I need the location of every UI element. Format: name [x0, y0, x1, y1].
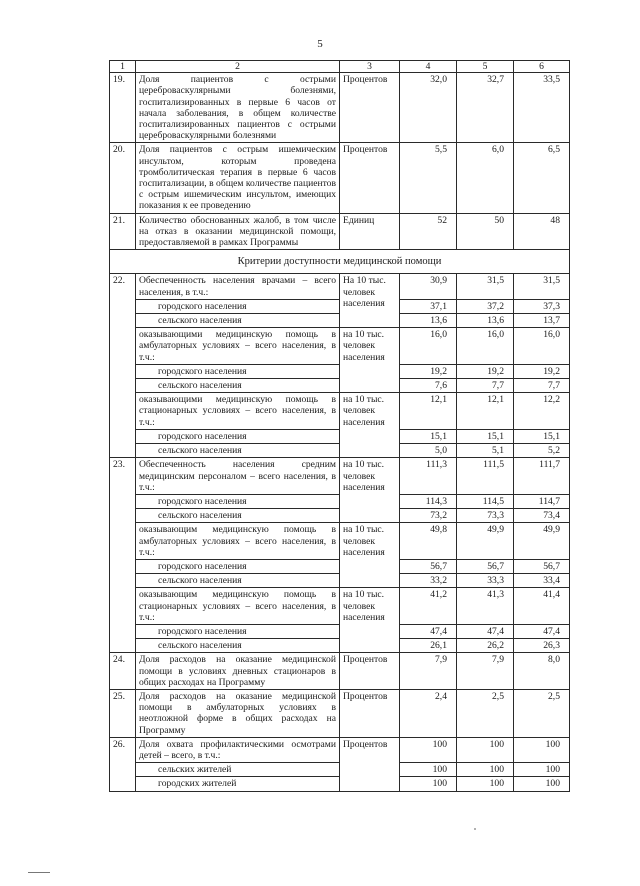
- value-cell: 73,3: [457, 509, 514, 523]
- indicator-name: оказывающим медицинскую помощь в стационарных условиях – всего населения, в т.ч.:: [136, 588, 340, 625]
- value-cell: 47,4: [457, 624, 514, 638]
- value-cell: 7,9: [457, 653, 514, 690]
- column-number: 2: [136, 61, 340, 73]
- indicator-name: оказывающими медицинскую помощь в амбулаторных условиях – всего населения, в т.ч.:: [136, 328, 340, 365]
- value-cell: 73,2: [400, 509, 457, 523]
- page-number: 5: [317, 38, 323, 50]
- row-number: 20.: [110, 143, 136, 213]
- column-number: 1: [110, 61, 136, 73]
- section-header-row: [110, 250, 570, 274]
- section-title: Критерии доступности медицинской помощи: [110, 250, 570, 274]
- value-cell: 12,2: [514, 393, 570, 430]
- value-cell: 111,3: [400, 458, 457, 495]
- value-cell: 56,7: [400, 559, 457, 573]
- value-cell: 5,0: [400, 444, 457, 458]
- indicator-subname: городского населения: [136, 494, 340, 508]
- indicator-name: Количество обоснованных жалоб, в том числе на отказ в оказании медицинской помощи, предоставляемой в рамках Программы: [136, 213, 340, 250]
- value-cell: 16,0: [400, 328, 457, 365]
- value-cell: 5,2: [514, 444, 570, 458]
- indicator-name: Доля пациентов с острыми цереброваскулярными болезнями, госпитализированных в первые 6 часов от начала заболевания, в общем количестве госпитализированных пациентов с острыми цереброваскулярными болезнями: [136, 73, 340, 143]
- table-row: [110, 73, 570, 143]
- value-cell: 47,4: [400, 624, 457, 638]
- table-row: [110, 143, 570, 213]
- value-cell: 33,2: [400, 574, 457, 588]
- value-cell: 52: [400, 213, 457, 250]
- value-cell: 33,3: [457, 574, 514, 588]
- column-number: 3: [340, 61, 400, 73]
- indicator-subname: городских жителей: [136, 777, 340, 791]
- column-number: 5: [457, 61, 514, 73]
- value-cell: 12,1: [400, 393, 457, 430]
- value-cell: 56,7: [457, 559, 514, 573]
- value-cell: 41,3: [457, 588, 514, 625]
- value-cell: 33,4: [514, 574, 570, 588]
- value-cell: 7,9: [400, 653, 457, 690]
- value-cell: 100: [457, 763, 514, 777]
- value-cell: 15,1: [457, 429, 514, 443]
- value-cell: 31,5: [514, 274, 570, 299]
- indicator-name: оказывающим медицинскую помощь в амбулаторных условиях – всего населения, в т.ч.:: [136, 523, 340, 560]
- value-cell: 100: [400, 763, 457, 777]
- indicator-name: оказывающими медицинскую помощь в стационарных условиях – всего населения, в т.ч.:: [136, 393, 340, 430]
- value-cell: 37,3: [514, 299, 570, 313]
- value-cell: 41,2: [400, 588, 457, 625]
- indicator-subname: городского населения: [136, 364, 340, 378]
- value-cell: 2,5: [457, 689, 514, 737]
- value-cell: 6,5: [514, 143, 570, 213]
- value-cell: 50: [457, 213, 514, 250]
- value-cell: 30,9: [400, 274, 457, 299]
- value-cell: 31,5: [457, 274, 514, 299]
- row-number: 25.: [110, 689, 136, 737]
- value-cell: 6,0: [457, 143, 514, 213]
- indicator-subname: городского населения: [136, 299, 340, 313]
- unit: На 10 тыс. человек населения: [340, 274, 400, 328]
- indicator-subname: городского населения: [136, 559, 340, 573]
- value-cell: 7,6: [400, 379, 457, 393]
- table-row: [110, 523, 570, 560]
- value-cell: 49,8: [400, 523, 457, 560]
- column-number: 4: [400, 61, 457, 73]
- value-cell: 49,9: [514, 523, 570, 560]
- indicator-subname: сельского населения: [136, 314, 340, 328]
- value-cell: 16,0: [514, 328, 570, 365]
- value-cell: 16,0: [457, 328, 514, 365]
- value-cell: 12,1: [457, 393, 514, 430]
- value-cell: 15,1: [514, 429, 570, 443]
- value-cell: 26,2: [457, 639, 514, 653]
- indicator-subname: сельского населения: [136, 509, 340, 523]
- value-cell: 100: [400, 737, 457, 762]
- unit: Процентов: [340, 653, 400, 690]
- unit: на 10 тыс. человек населения: [340, 523, 400, 588]
- value-cell: 56,7: [514, 559, 570, 573]
- value-cell: 26,1: [400, 639, 457, 653]
- indicator-subname: городского населения: [136, 429, 340, 443]
- column-number: 6: [514, 61, 570, 73]
- row-number: 19.: [110, 73, 136, 143]
- value-cell: 2,5: [514, 689, 570, 737]
- unit: на 10 тыс. человек населения: [340, 328, 400, 393]
- row-number: 24.: [110, 653, 136, 690]
- row-number: 23.: [110, 458, 136, 653]
- table-row: [110, 689, 570, 737]
- value-cell: 73,4: [514, 509, 570, 523]
- value-cell: 32,7: [457, 73, 514, 143]
- indicator-name: Доля расходов на оказание медицинской помощи в условиях дневных стационаров в общих расходах на Программу: [136, 653, 340, 690]
- value-cell: 37,2: [457, 299, 514, 313]
- table-row: [110, 737, 570, 762]
- unit: на 10 тыс. человек населения: [340, 458, 400, 523]
- value-cell: 100: [457, 737, 514, 762]
- value-cell: 114,3: [400, 494, 457, 508]
- unit: Процентов: [340, 689, 400, 737]
- indicator-name: Обеспеченность населения средним медицинским персоналом – всего населения, в т.ч.:: [136, 458, 340, 495]
- table-row: [110, 588, 570, 625]
- value-cell: 114,5: [457, 494, 514, 508]
- value-cell: 2,4: [400, 689, 457, 737]
- value-cell: 13,6: [457, 314, 514, 328]
- indicator-name: Доля пациентов с острым ишемическим инсультом, которым проведена тромболитическая терапия в первые 6 часов госпитализации, в общем количестве пациентов с острым ишемическим инсультом, имеющих показания к ее проведению: [136, 143, 340, 213]
- unit: Единиц: [340, 213, 400, 250]
- unit: Процентов: [340, 143, 400, 213]
- value-cell: 13,6: [400, 314, 457, 328]
- indicator-subname: сельского населения: [136, 639, 340, 653]
- indicator-subname: городского населения: [136, 624, 340, 638]
- criteria-table: [109, 60, 570, 792]
- indicator-subname: сельских жителей: [136, 763, 340, 777]
- row-number: 21.: [110, 213, 136, 250]
- table-row: [110, 393, 570, 430]
- value-cell: 49,9: [457, 523, 514, 560]
- table-row: [110, 274, 570, 299]
- value-cell: 48: [514, 213, 570, 250]
- table-row: [110, 328, 570, 365]
- indicator-subname: сельского населения: [136, 444, 340, 458]
- unit: на 10 тыс. человек населения: [340, 393, 400, 458]
- value-cell: 19,2: [514, 364, 570, 378]
- unit: Процентов: [340, 73, 400, 143]
- value-cell: 15,1: [400, 429, 457, 443]
- value-cell: 114,7: [514, 494, 570, 508]
- value-cell: 32,0: [400, 73, 457, 143]
- indicator-subname: сельского населения: [136, 574, 340, 588]
- unit: Процентов: [340, 737, 400, 791]
- value-cell: 100: [400, 777, 457, 791]
- value-cell: 13,7: [514, 314, 570, 328]
- row-number: 26.: [110, 737, 136, 791]
- column-numbers-row: [110, 61, 570, 73]
- value-cell: 111,5: [457, 458, 514, 495]
- value-cell: 26,3: [514, 639, 570, 653]
- indicator-name: Доля охвата профилактическими осмотрами детей – всего, в т.ч.:: [136, 737, 340, 762]
- value-cell: 7,7: [514, 379, 570, 393]
- indicator-name: Доля расходов на оказание медицинской помощи в амбулаторных условиях в неотложной форме в общих расходах на Программу: [136, 689, 340, 737]
- value-cell: 100: [457, 777, 514, 791]
- table-row: [110, 458, 570, 495]
- value-cell: 33,5: [514, 73, 570, 143]
- value-cell: 5,1: [457, 444, 514, 458]
- row-number: 22.: [110, 274, 136, 458]
- scan-mark: [28, 872, 50, 874]
- value-cell: 100: [514, 763, 570, 777]
- value-cell: 8,0: [514, 653, 570, 690]
- value-cell: 41,4: [514, 588, 570, 625]
- table-row: [110, 653, 570, 690]
- scan-speck: [474, 828, 476, 830]
- value-cell: 19,2: [457, 364, 514, 378]
- value-cell: 37,1: [400, 299, 457, 313]
- value-cell: 7,7: [457, 379, 514, 393]
- value-cell: 5,5: [400, 143, 457, 213]
- value-cell: 100: [514, 737, 570, 762]
- table-row: [110, 213, 570, 250]
- value-cell: 111,7: [514, 458, 570, 495]
- value-cell: 47,4: [514, 624, 570, 638]
- value-cell: 19,2: [400, 364, 457, 378]
- unit: на 10 тыс. человек населения: [340, 588, 400, 653]
- value-cell: 100: [514, 777, 570, 791]
- indicator-subname: сельского населения: [136, 379, 340, 393]
- indicator-name: Обеспеченность населения врачами – всего населения, в т.ч.:: [136, 274, 340, 299]
